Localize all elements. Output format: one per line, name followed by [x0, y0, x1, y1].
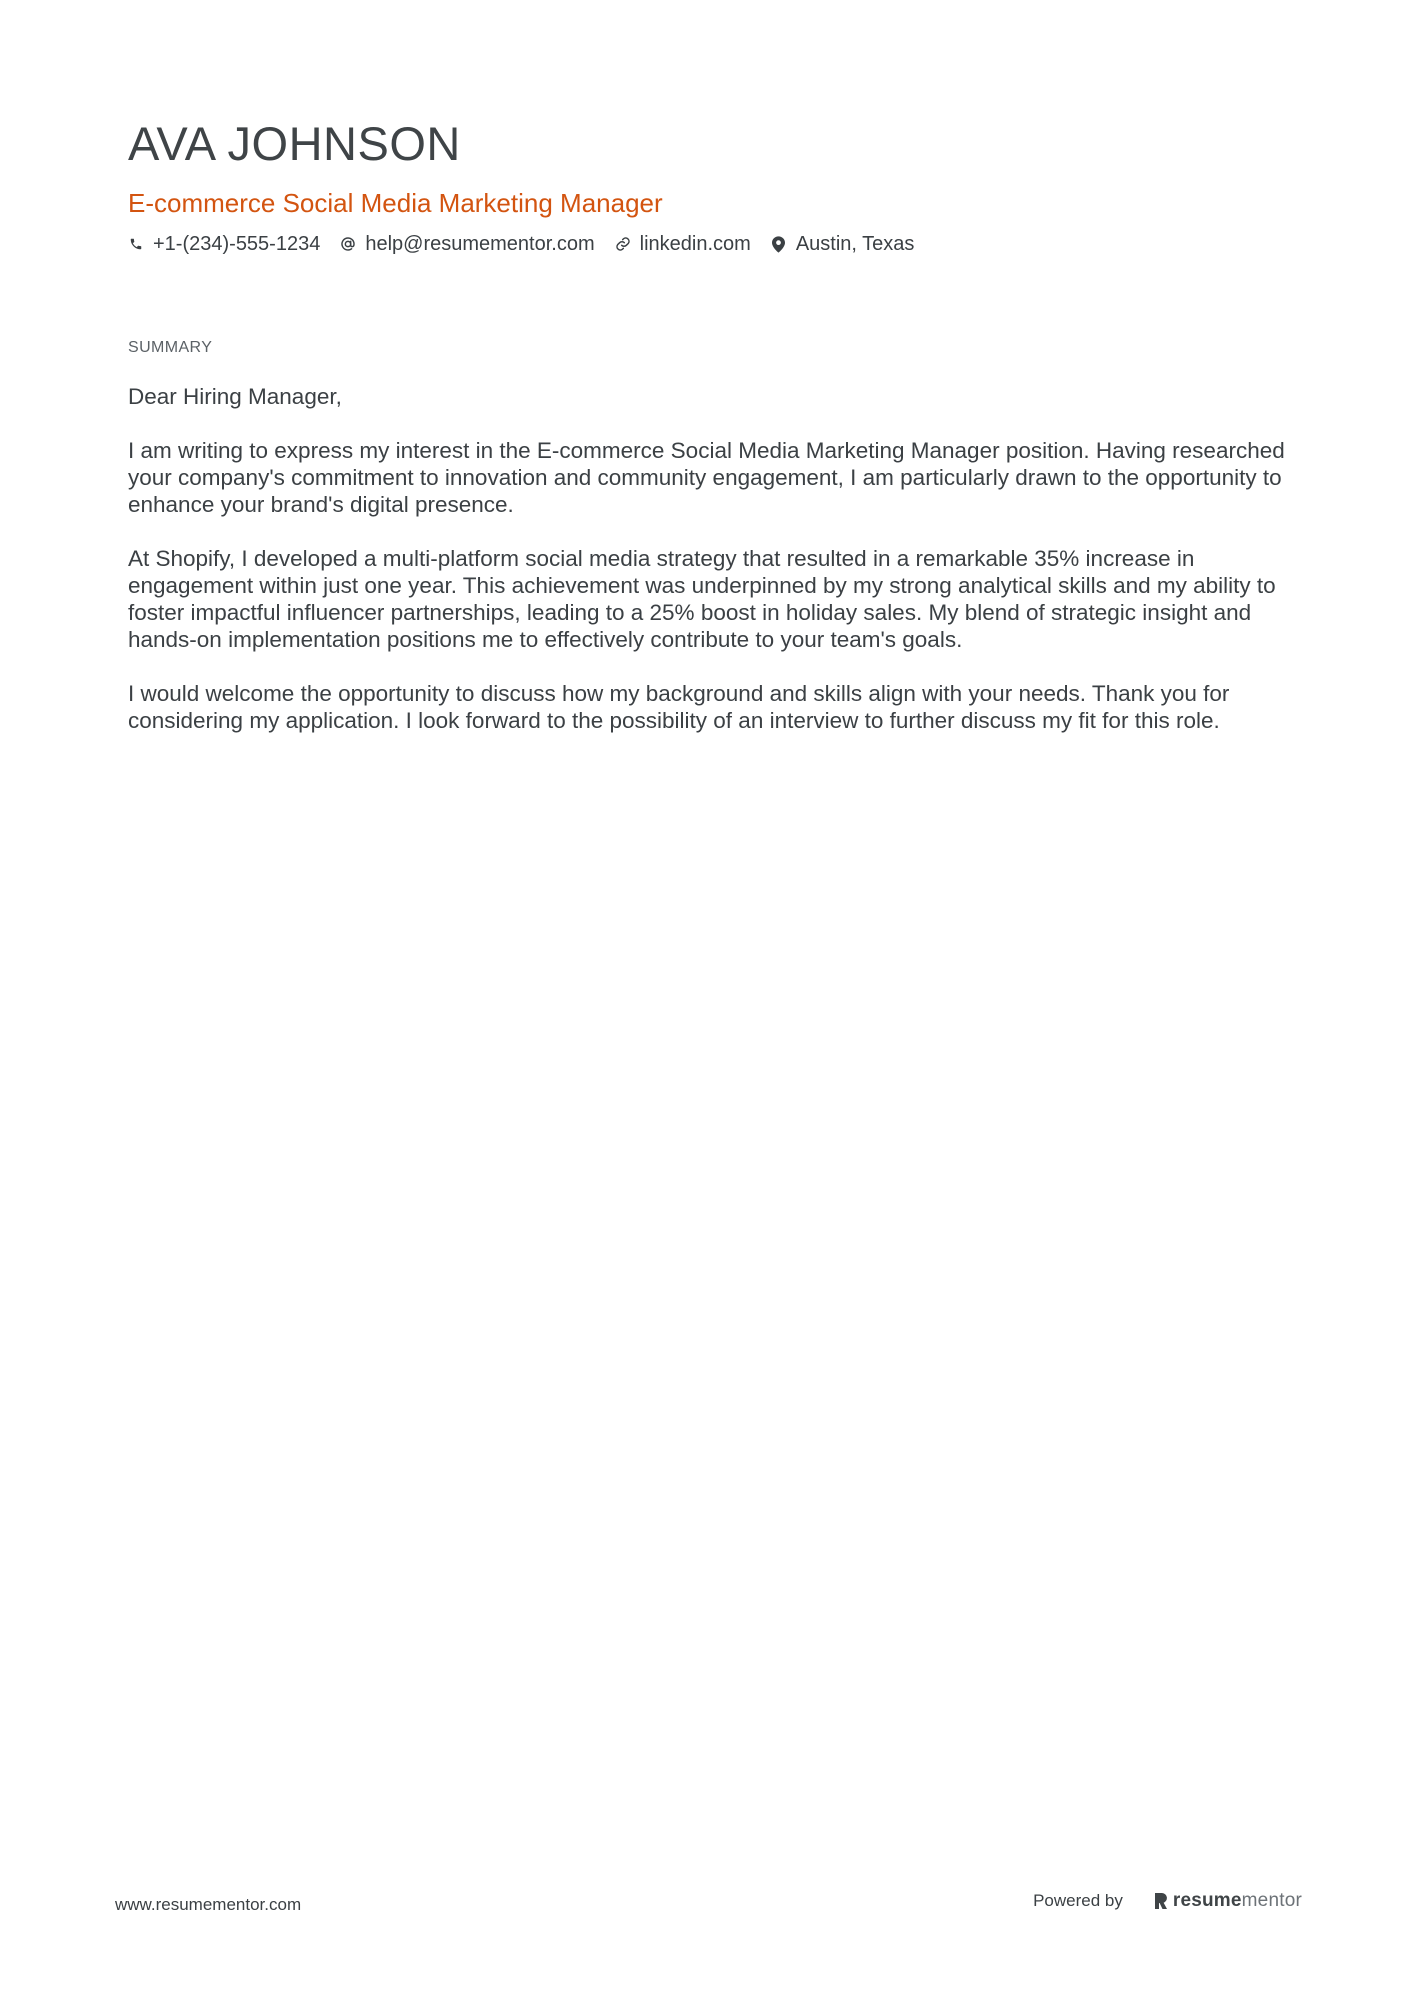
page-footer	[0, 1880, 1410, 1920]
linkedin-text[interactable]: linkedin.com	[639, 233, 751, 255]
job-title: E-commerce Social Media Marketing Manager	[128, 188, 663, 218]
letter-greeting: Dear Hiring Manager,	[128, 384, 342, 409]
at-icon	[340, 235, 356, 253]
candidate-name: AVA JOHNSON	[128, 117, 461, 170]
powered-by-label: Powered by	[1033, 1891, 1123, 1910]
location-pin-icon	[771, 235, 787, 253]
contact-location	[771, 230, 915, 258]
email-text[interactable]: help@resumementor.com	[365, 233, 595, 255]
summary-section	[128, 337, 1288, 761]
contact-linkedin[interactable]	[615, 230, 751, 258]
cover-letter-body	[128, 383, 1288, 734]
link-icon	[615, 235, 631, 253]
brand-name-strong: resume	[1172, 1890, 1242, 1911]
contact-phone	[128, 230, 320, 258]
letter-paragraph: I would welcome the opportunity to discuss how my background and skills align with your needs. Thank you for considering my application. I look forward to the possibility of an interview to further discuss my fit for this role.	[128, 681, 1230, 733]
letter-paragraph: I am writing to express my interest in the E-commerce Social Media Marketing Manager position. Having researched your company's commitment to innovation and community engagement, I am particularly drawn to the opportunity to enhance your brand's digital presence.	[128, 438, 1285, 517]
contact-bar	[128, 230, 1288, 258]
letter-paragraph: At Shopify, I developed a multi-platform social media strategy that resulted in a remarkable 35% increase in engagement within just one year. This achievement was underpinned by my strong analytical skills and my ability to foster impactful influencer partnerships, leading to a 25% boost in holiday sales. My blend of strategic insight and hands-on implementation positions me to effectively contribute to your team's goals.	[128, 546, 1276, 652]
phone-text: +1-(234)-555-1234	[153, 233, 321, 255]
resumementor-logo-icon	[1153, 1891, 1169, 1911]
brand-logo[interactable]	[1153, 1890, 1302, 1912]
phone-icon	[128, 235, 144, 253]
resume-header	[128, 112, 1288, 258]
contact-email[interactable]	[340, 230, 594, 258]
location-text: Austin, Texas	[795, 233, 915, 255]
footer-website-link[interactable]: www.resumementor.com	[115, 1895, 302, 1914]
section-label-summary: SUMMARY	[128, 339, 213, 356]
brand-name-light: mentor	[1241, 1890, 1302, 1911]
powered-by	[1033, 1890, 1302, 1912]
